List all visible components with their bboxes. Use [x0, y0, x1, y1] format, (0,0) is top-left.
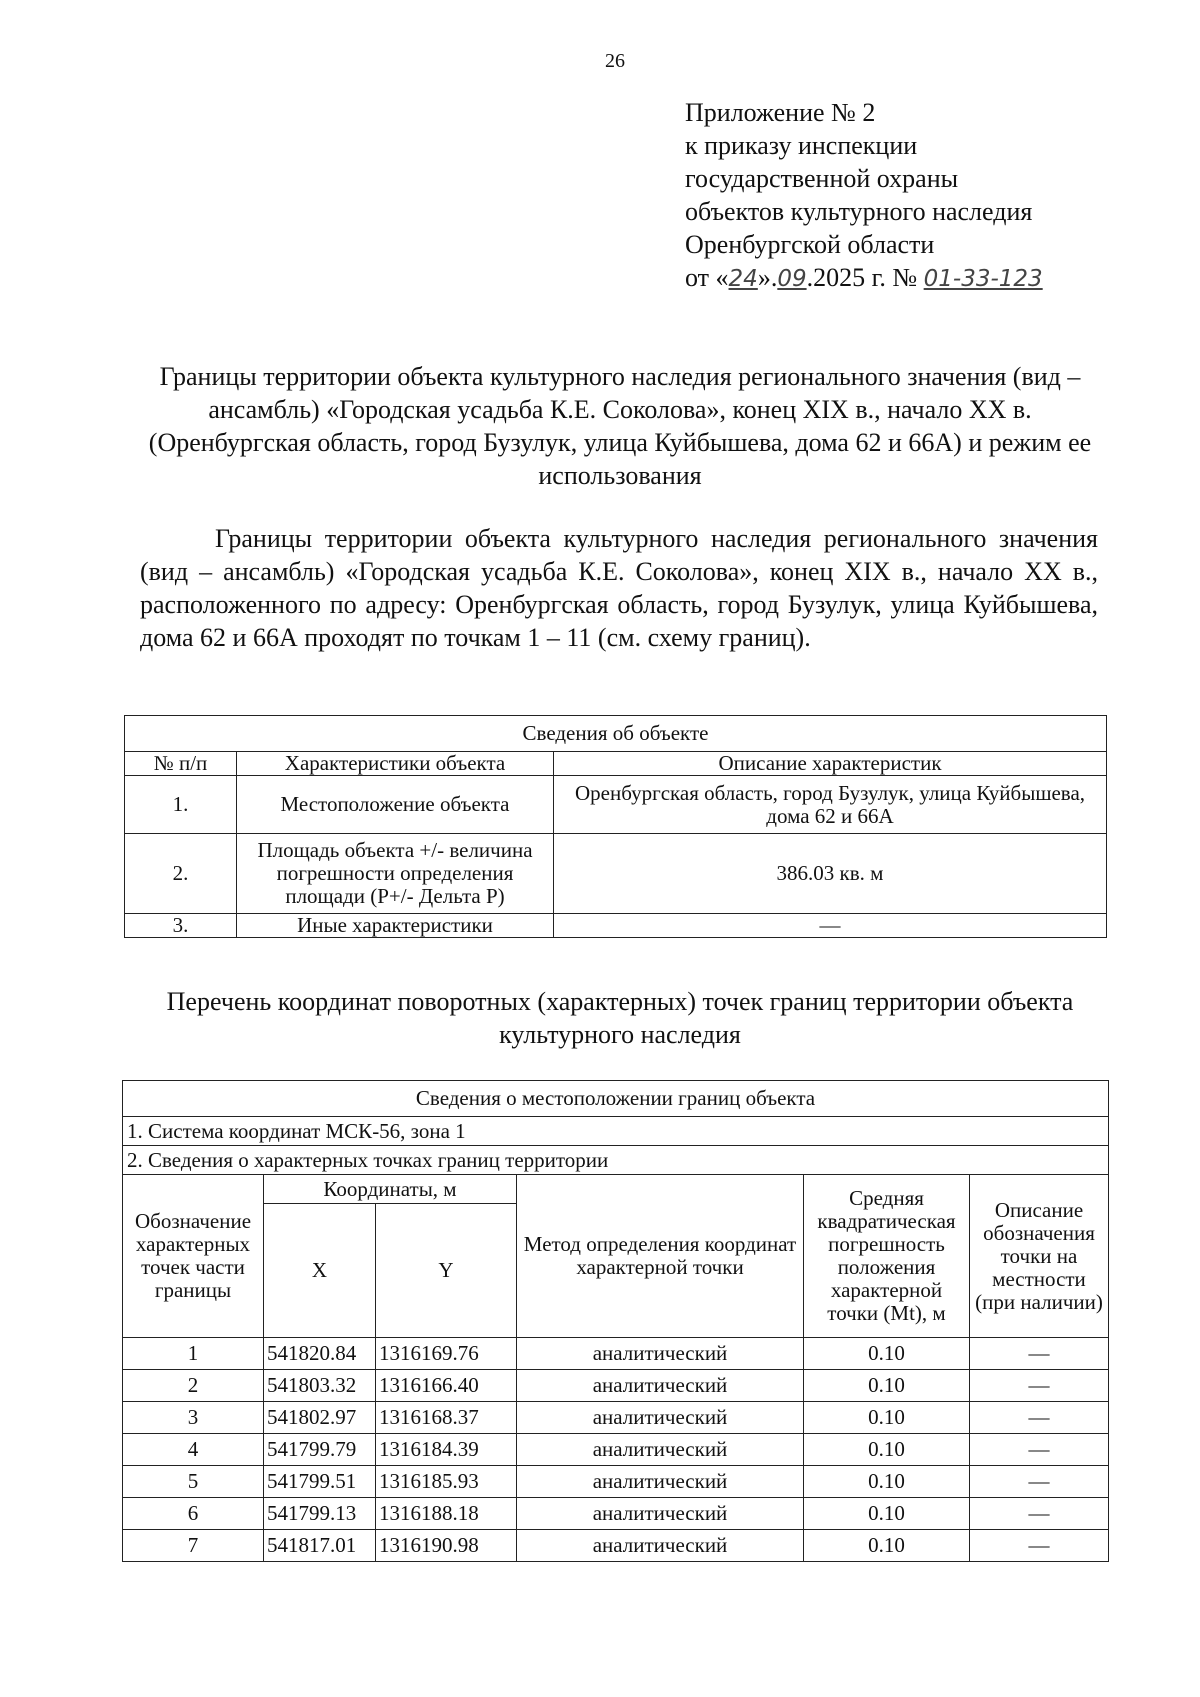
handwritten-order-number: 01-33-123: [923, 266, 1043, 292]
appendix-line: государственной охраны: [685, 164, 959, 193]
description: —: [970, 1466, 1109, 1498]
characteristic-name: Местоположение объекта: [237, 776, 554, 834]
characteristic-value: —: [554, 914, 1107, 938]
table-row: [123, 1338, 1109, 1370]
header-method: Метод определения координат характерной точки: [517, 1175, 804, 1338]
method: аналитический: [517, 1434, 804, 1466]
header-point-designation: Обозначение характерных точек части границы: [123, 1175, 264, 1338]
header-mean-error: Средняя квадратическая погрешность положения характерной точки (Mt), м: [804, 1175, 970, 1338]
object-info-table: [124, 715, 1107, 938]
handwritten-month: 09: [777, 266, 807, 292]
point-number: 2: [123, 1370, 264, 1402]
date-year: .2025 г. №: [806, 263, 918, 292]
appendix-line: Приложение № 2: [685, 98, 876, 127]
header-coordinates: Координаты, м: [264, 1175, 517, 1204]
point-number: 5: [123, 1466, 264, 1498]
characteristic-value: 386.03 кв. м: [554, 834, 1107, 914]
table-row: [123, 1402, 1109, 1434]
header-x: X: [264, 1204, 376, 1338]
table-row: [123, 1434, 1109, 1466]
mean-error: 0.10: [804, 1498, 970, 1530]
x-coordinate: 541799.79: [264, 1434, 376, 1466]
mean-error: 0.10: [804, 1338, 970, 1370]
characteristic-name: Площадь объекта +/- величина погрешности определения площади (Р+/- Дельта Р): [237, 834, 554, 914]
appendix-line: объектов культурного наследия: [685, 197, 1033, 226]
header-description: Описание обозначения точки на местности (при наличии): [970, 1175, 1109, 1338]
row-number: 3.: [125, 914, 237, 938]
appendix-block: [685, 96, 1043, 296]
column-header: Характеристики объекта: [237, 752, 554, 776]
characteristic-value: Оренбургская область, город Бузулук, улица Куйбышева, дома 62 и 66А: [554, 776, 1107, 834]
method: аналитический: [517, 1370, 804, 1402]
table-row: [123, 1530, 1109, 1562]
document-title: Границы территории объекта культурного наследия регионального значения (вид – ансамбль) «Городская усадьба К.Е. Соколова», конец XIX в., начало XX в. (Оренбургская область, город Бузулук, улица Куйбышева, дома 62 и 66А) и режим ее использования: [148, 362, 1092, 490]
x-coordinate: 541802.97: [264, 1402, 376, 1434]
table-row: [123, 1498, 1109, 1530]
description: —: [970, 1498, 1109, 1530]
x-coordinate: 541817.01: [264, 1530, 376, 1562]
appendix-line: к приказу инспекции: [685, 131, 918, 160]
point-number: 7: [123, 1530, 264, 1562]
point-number: 6: [123, 1498, 264, 1530]
method: аналитический: [517, 1530, 804, 1562]
point-number: 4: [123, 1434, 264, 1466]
column-header: № п/п: [125, 752, 237, 776]
y-coordinate: 1316185.93: [376, 1466, 517, 1498]
table-row: [123, 1466, 1109, 1498]
date-day-suffix: ».: [757, 263, 778, 292]
boundary-paragraph: Границы территории объекта культурного наследия регионального значения (вид – ансамбль) «Городская усадьба К.Е. Соколова», конец XIX в., начало XX в., расположенного по адресу: Оренбургская область, город Бузулук, улица Куйбышева, дома 62 и 66А проходят по точкам 1 – 11 (см. схему границ).: [140, 524, 1098, 652]
appendix-date-line: [685, 261, 1043, 296]
table-row: [123, 1370, 1109, 1402]
appendix-line: Оренбургской области: [685, 230, 935, 259]
mean-error: 0.10: [804, 1402, 970, 1434]
row-number: 2.: [125, 834, 237, 914]
coordinates-heading: Перечень координат поворотных (характерных) точек границ территории объекта культурного наследия: [166, 987, 1074, 1049]
y-coordinate: 1316190.98: [376, 1530, 517, 1562]
description: —: [970, 1434, 1109, 1466]
mean-error: 0.10: [804, 1434, 970, 1466]
method: аналитический: [517, 1338, 804, 1370]
coordinates-table: [122, 1080, 1109, 1562]
x-coordinate: 541820.84: [264, 1338, 376, 1370]
mean-error: 0.10: [804, 1530, 970, 1562]
y-coordinate: 1316169.76: [376, 1338, 517, 1370]
point-number: 3: [123, 1402, 264, 1434]
mean-error: 0.10: [804, 1466, 970, 1498]
coords-table-caption: Сведения о местоположении границ объекта: [123, 1081, 1109, 1117]
description: —: [970, 1338, 1109, 1370]
description: —: [970, 1370, 1109, 1402]
header-y: Y: [376, 1204, 517, 1338]
y-coordinate: 1316188.18: [376, 1498, 517, 1530]
method: аналитический: [517, 1466, 804, 1498]
column-header: Описание характеристик: [554, 752, 1107, 776]
mean-error: 0.10: [804, 1370, 970, 1402]
y-coordinate: 1316184.39: [376, 1434, 517, 1466]
description: —: [970, 1530, 1109, 1562]
x-coordinate: 541799.51: [264, 1466, 376, 1498]
x-coordinate: 541803.32: [264, 1370, 376, 1402]
characteristic-name: Иные характеристики: [237, 914, 554, 938]
point-number: 1: [123, 1338, 264, 1370]
date-prefix: от «: [685, 263, 729, 292]
description: —: [970, 1402, 1109, 1434]
y-coordinate: 1316168.37: [376, 1402, 517, 1434]
y-coordinate: 1316166.40: [376, 1370, 517, 1402]
x-coordinate: 541799.13: [264, 1498, 376, 1530]
page-number: 26: [605, 50, 625, 72]
row-number: 1.: [125, 776, 237, 834]
handwritten-day: 24: [728, 266, 758, 292]
method: аналитический: [517, 1402, 804, 1434]
points-section-title: 2. Сведения о характерных точках границ территории: [123, 1146, 1109, 1175]
coordinate-system: 1. Система координат МСК-56, зона 1: [123, 1117, 1109, 1146]
object-table-caption: Сведения об объекте: [125, 716, 1107, 752]
method: аналитический: [517, 1498, 804, 1530]
